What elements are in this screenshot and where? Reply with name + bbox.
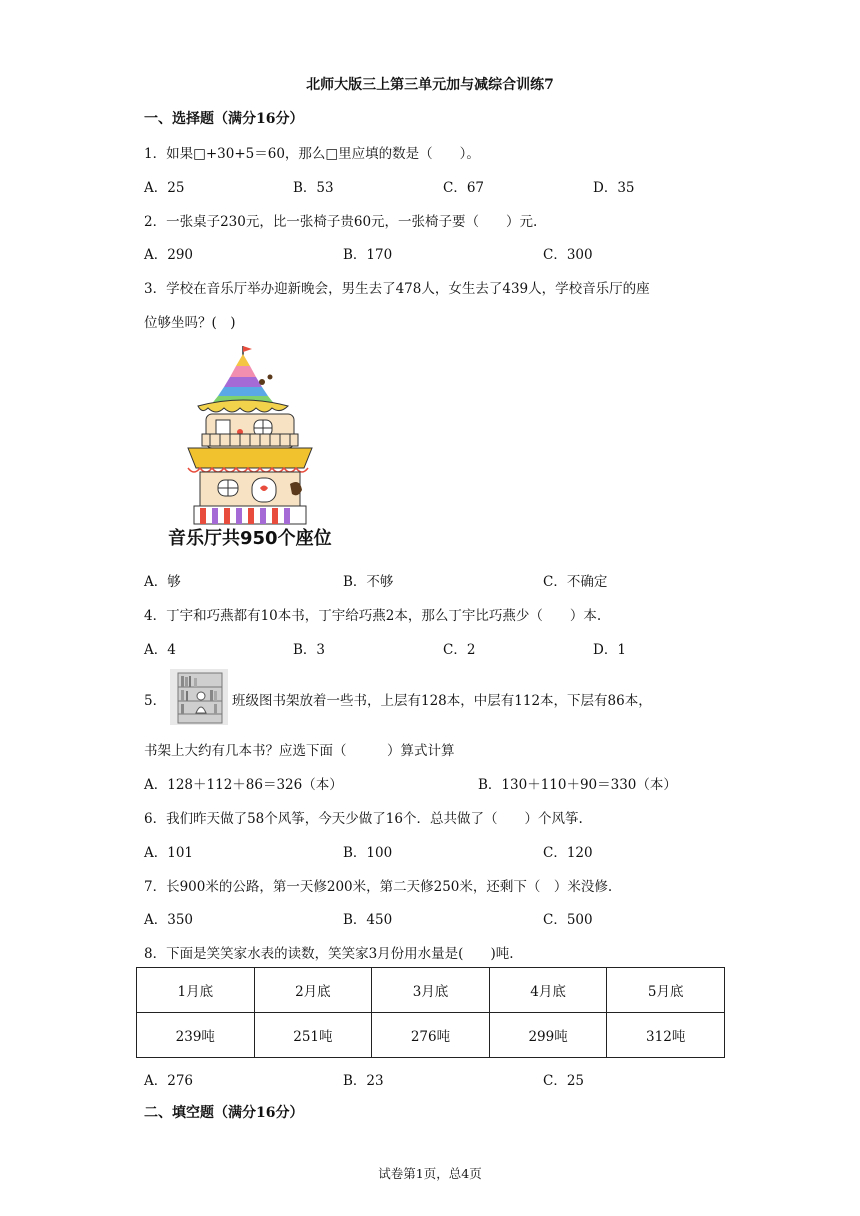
question-5-line1: 班级图书架放着一些书，上层有128本，中层有112本，下层有86本， — [232, 693, 652, 709]
q5-option-b: B．130＋110＋90＝330（本） — [478, 777, 677, 793]
table-header-cell: 3月底 — [372, 968, 490, 1013]
table-header-cell: 4月底 — [489, 968, 607, 1013]
table-cell: 251吨 — [254, 1013, 372, 1058]
q1-option-a: A．25 — [144, 180, 185, 196]
house-caption: 音乐厅共950个座位 — [168, 528, 332, 549]
question-1: 1．如果□+30+5＝60，那么□里应填的数是（ ）。 — [144, 146, 480, 162]
question-7: 7．长900米的公路，第一天修200米，第二天修250米，还剩下（ ）米没修. — [144, 879, 613, 895]
question-8: 8．下面是笑笑家水表的读数，笑笑家3月份用水量是( )吨. — [144, 946, 514, 962]
table-cell: 312吨 — [607, 1013, 725, 1058]
q5-option-a: A．128＋112＋86＝326（本） — [144, 777, 343, 793]
question-6: 6．我们昨天做了58个风筝，今天少做了16个．总共做了（ ）个风筝. — [144, 811, 583, 827]
q8-option-a: A．276 — [144, 1073, 194, 1089]
q2-option-a: A．290 — [144, 247, 194, 263]
q4-option-a: A．4 — [144, 642, 176, 658]
water-meter-table — [136, 967, 725, 1058]
question-2: 2．一张桌子230元，比一张椅子贵60元，一张椅子要（ ）元. — [144, 214, 538, 230]
q1-option-d: D．35 — [593, 180, 635, 196]
page-title: 北师大版三上第三单元加与减综合训练7 — [306, 77, 554, 93]
q8-option-b: B．23 — [343, 1073, 384, 1089]
table-cell: 276吨 — [372, 1013, 490, 1058]
q6-option-a: A．101 — [144, 845, 194, 861]
q3-option-c: C．不确定 — [543, 574, 608, 590]
q7-option-c: C．500 — [543, 912, 593, 928]
house-illustration — [180, 344, 325, 529]
question-4: 4．丁宇和巧燕都有10本书，丁宇给巧燕2本，那么丁宇比巧燕少（ ）本. — [144, 608, 602, 624]
q7-option-b: B．450 — [343, 912, 393, 928]
table-header-cell: 1月底 — [137, 968, 255, 1013]
q6-option-b: B．100 — [343, 845, 393, 861]
q4-option-c: C．2 — [443, 642, 476, 658]
question-5-number: 5． — [144, 693, 167, 709]
q2-option-b: B．170 — [343, 247, 393, 263]
q1-option-c: C．67 — [443, 180, 485, 196]
question-3-line2: 位够坐吗？( ) — [144, 315, 236, 331]
q3-option-a: A．够 — [144, 574, 181, 590]
section-heading-fill: 二、填空题（满分16分） — [144, 1105, 304, 1121]
q4-option-d: D．1 — [593, 642, 626, 658]
q1-option-b: B．53 — [293, 180, 334, 196]
q8-option-c: C．25 — [543, 1073, 585, 1089]
section-heading-choice: 一、选择题（满分16分） — [144, 111, 304, 127]
q2-option-c: C．300 — [543, 247, 593, 263]
table-row — [137, 1013, 725, 1058]
q4-option-b: B．3 — [293, 642, 326, 658]
q3-option-b: B．不够 — [343, 574, 394, 590]
question-3-line1: 3．学校在音乐厅举办迎新晚会，男生去了478人，女生去了439人，学校音乐厅的座 — [144, 281, 650, 297]
table-header-cell: 2月底 — [254, 968, 372, 1013]
q7-option-a: A．350 — [144, 912, 194, 928]
question-5-line2: 书架上大约有几本书？应选下面（ ）算式计算 — [144, 743, 455, 759]
table-header-row — [137, 968, 725, 1013]
q6-option-c: C．120 — [543, 845, 593, 861]
table-header-cell: 5月底 — [607, 968, 725, 1013]
table-cell: 299吨 — [489, 1013, 607, 1058]
bookshelf-photo — [170, 669, 228, 725]
table-cell: 239吨 — [137, 1013, 255, 1058]
page-footer: 试卷第1页，总4页 — [378, 1166, 482, 1181]
